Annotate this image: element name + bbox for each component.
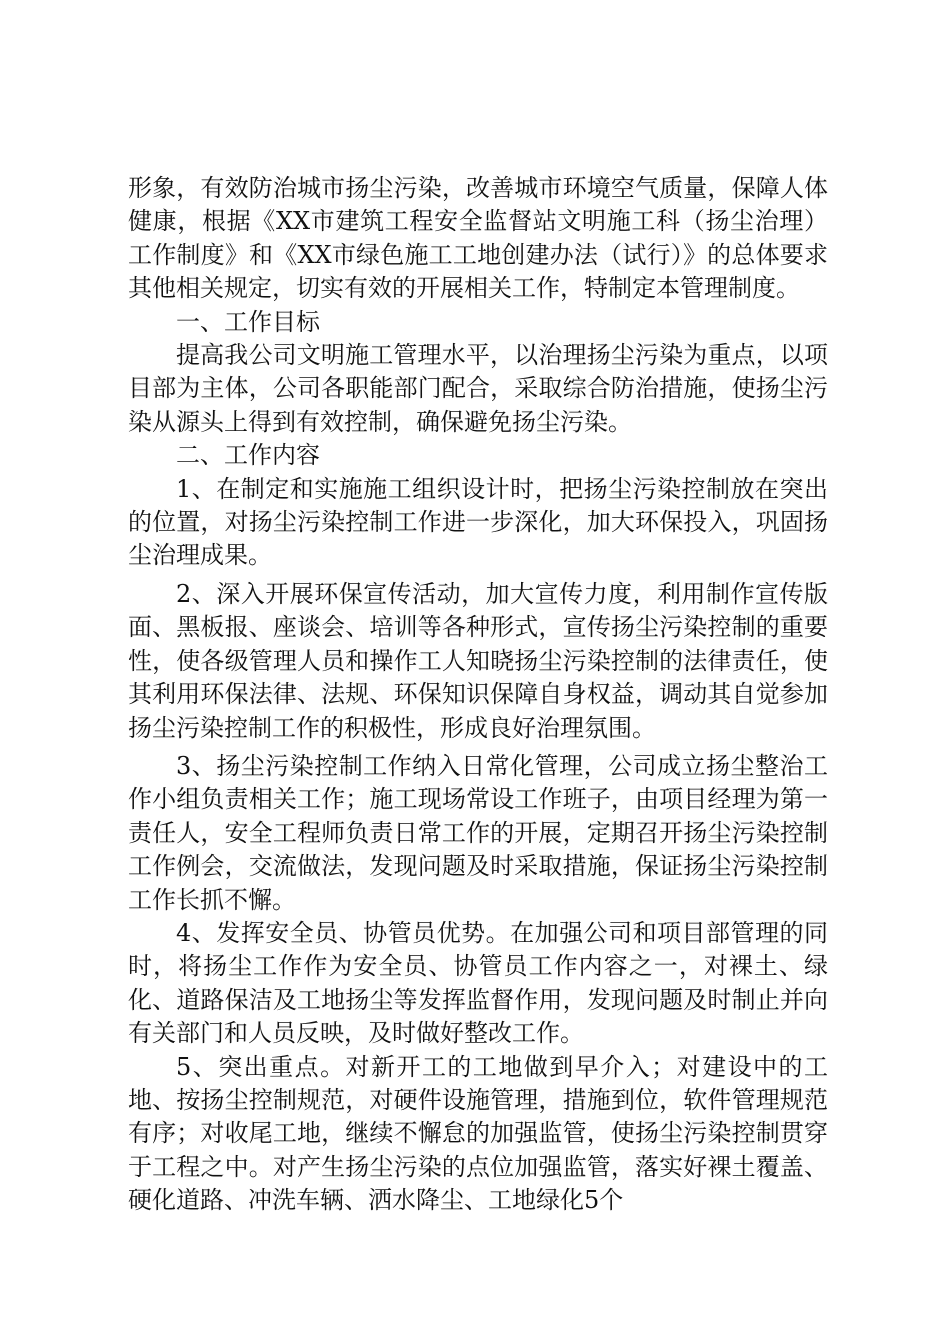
paragraph-item-3: 3、扬尘污染控制工作纳入日常化管理，公司成立扬尘整治工作小组负责相关工作；施工现场常设工作班子，由项目经理为第一责任人，安全工程师负责日常工作的开展，定期召开扬尘污染控制工作例会，交流做法，发现问题及时采取措施，保证扬尘污染控制工作长抓不懈。 [128,751,828,914]
paragraph-item-5: 5、突出重点。对新开工的工地做到早介入；对建设中的工地、按扬尘控制规范，对硬件设施管理，措施到位，软件管理规范有序；对收尾工地，继续不懈怠的加强监管，使扬尘污染控制贯穿于工程之中。对产生扬尘污染的点位加强监管，落实好裸土覆盖、硬化道路、冲洗车辆、洒水降尘、工地绿化5个 [128,1052,828,1215]
section-heading-work-content: 二、工作内容 [176,441,320,470]
paragraph-work-goal: 提高我公司文明施工管理水平，以治理扬尘污染为重点，以项目部为主体，公司各职能部门配合，采取综合防治措施，使扬尘污染从源头上得到有效控制，确保避免扬尘污染。 [128,341,828,436]
paragraph-item-1: 1、在制定和实施施工组织设计时，把扬尘污染控制放在突出的位置，对扬尘污染控制工作进一步深化，加大环保投入，巩固扬尘治理成果。 [128,474,828,570]
paragraph-continuation: 形象，有效防治城市扬尘污染，改善城市环境空气质量，保障人体健康，根据《XX市建筑工程安全监督站文明施工科（扬尘治理）工作制度》和《XX市绿色施工工地创建办法（试行）》的总体要求其他相关规定，切实有效的开展相关工作，特制定本管理制度。 [128,174,828,303]
document-body [128,172,828,1218]
section-heading-work-goal: 一、工作目标 [176,307,320,336]
paragraph-item-4: 4、发挥安全员、协管员优势。在加强公司和项目部管理的同时，将扬尘工作作为安全员、协管员工作内容之一，对裸土、绿化、道路保洁及工地扬尘等发挥监督作用，发现问题及时制止并向有关部门和人员反映，及时做好整改工作。 [128,918,828,1048]
paragraph-item-2: 2、深入开展环保宣传活动，加大宣传力度，利用制作宣传版面、黑板报、座谈会、培训等各种形式，宣传扬尘污染控制的重要性，使各级管理人员和操作工人知晓扬尘污染控制的法律责任，使其利用环保法律、法规、环保知识保障自身权益，调动其自觉参加扬尘污染控制工作的积极性，形成良好治理氛围。 [128,579,828,742]
